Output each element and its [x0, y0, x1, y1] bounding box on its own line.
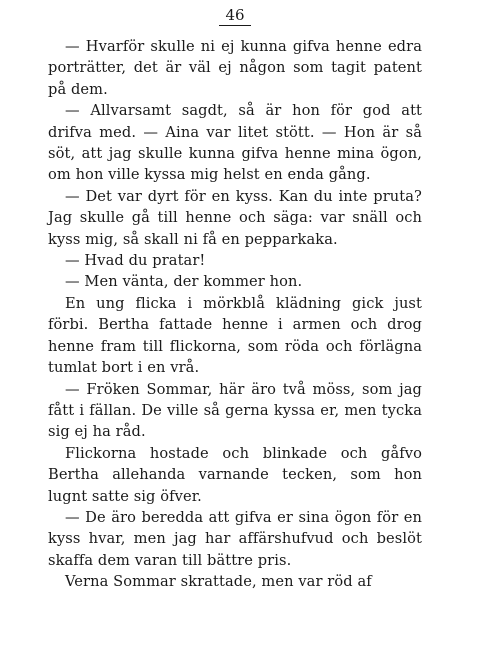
paragraph: Verna Sommar skrattade, men var röd af [65, 573, 372, 591]
paragraph: Flickorna hostade och blinkade och gåfvo Bertha allehanda varnande tecken, som hon lugnt satte sig öfver. [48, 444, 422, 505]
paragraph: — Men vänta, der kommer hon. [65, 273, 303, 291]
paragraph: — De äro beredda att gifva er sina ögon för en kyss hvar, men jag har affärshufvud och beslöt skaffa dem varan till bättre pris. [48, 508, 422, 569]
paragraph: — Fröken Sommar, här äro två möss, som jag fått i fällan. De ville så gerna kyssa er, men tycka sig ej ha råd. [48, 380, 422, 441]
paragraph: — Allvarsamt sagdt, så är hon för god att drifva med. — Aina var litet stött. — Hon är så söt, att jag skulle kunna gifva henne mina ögon, om hon ville kyssa mig helst en enda gång. [48, 102, 422, 184]
paragraph: — Hvad du pratar! [65, 252, 206, 270]
book-page [48, 0, 422, 656]
page-number-text: 46 [219, 6, 250, 26]
paragraph: — Det var dyrt för en kyss. Kan du inte pruta? Jag skulle gå till henne och säga: var snäll och kyss mig, så skall ni få en pepparkaka. [48, 187, 422, 248]
body-text [48, 36, 422, 593]
paragraph: — Hvarför skulle ni ej kunna gifva henne edra porträtter, det är väl ej någon som tagit patent på dem. [48, 38, 422, 98]
page-number [48, 6, 422, 26]
paragraph: En ung flicka i mörkblå klädning gick just förbi. Bertha fattade henne i armen och drog henne fram till flickorna, som röda och förlägna tumlat bort i en vrå. [48, 294, 422, 377]
